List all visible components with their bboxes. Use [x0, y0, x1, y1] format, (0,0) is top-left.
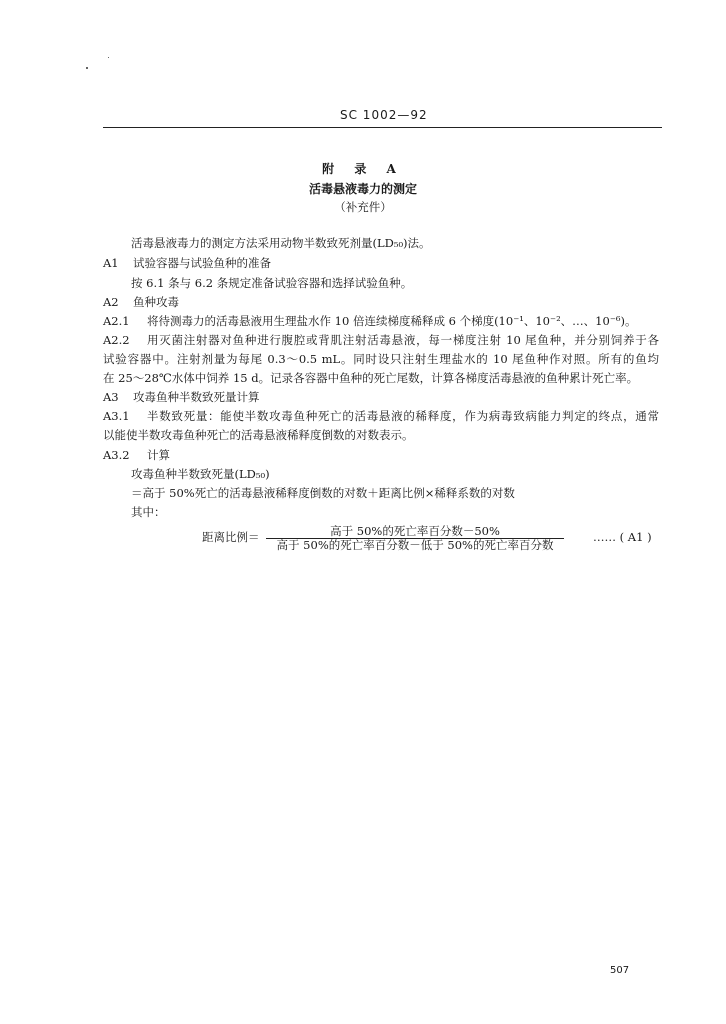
section-number-a21: A2.1: [103, 314, 130, 328]
section-a1-text: 按 6.1 条与 6.2 条规定准备试验容器和选择试验鱼种。: [131, 276, 413, 290]
intro-paragraph: 活毒悬液毒力的测定方法采用动物半数致死剂量(LD₅₀)法。: [131, 236, 431, 250]
formula-lhs: 距离比例＝: [202, 530, 260, 544]
section-a22-line: 在 25～28℃水体中饲养 15 d。记录各容器中鱼种的死亡尾数，计算各梯度活毒悬液的鱼种累计死亡率。: [103, 371, 639, 385]
section-a31-line: 以能使半数攻毒鱼种死亡的活毒悬液稀释度倒数的对数表示。: [103, 428, 414, 442]
formula-denominator: 高于 50%的死亡率百分数－低于 50%的死亡率百分数: [276, 538, 554, 552]
section-a21-text: 将待测毒力的活毒悬液用生理盐水作 10 倍连续梯度稀释成 6 个梯度(10⁻¹、10⁻²、…、10⁻⁶)。: [147, 314, 637, 328]
equation-label: …… ( A1 ): [593, 530, 652, 544]
page-number: 507: [610, 965, 630, 976]
section-number-a2: A2: [103, 295, 119, 309]
scan-speck: [108, 57, 109, 58]
section-number-a1: A1: [103, 256, 119, 270]
section-a22-line: 试验容器中。注射剂量为每尾 0.3～0.5 mL。同时设只注射生理盐水的 10 尾鱼种作对照。所有的鱼均: [103, 352, 659, 366]
section-number-a31: A3.1: [103, 409, 130, 423]
scan-speck: [86, 67, 88, 69]
header-rule: [103, 127, 662, 128]
section-number-a3: A3: [103, 390, 119, 404]
appendix-label: 附 录 A: [322, 162, 404, 176]
appendix-note: （补充件）: [334, 200, 392, 214]
section-number-a32: A3.2: [103, 448, 130, 462]
formula-numerator: 高于 50%的死亡率百分数－50%: [330, 524, 500, 538]
appendix-title: 活毒悬液毒力的测定: [308, 182, 417, 196]
standard-code: SC 1002—92: [340, 108, 428, 122]
section-a31-line: 半数致死量：能使半数攻毒鱼种死亡的活毒悬液的稀释度，作为病毒致病能力判定的终点，通常: [147, 409, 659, 423]
section-title-a3: 攻毒鱼种半数致死量计算: [133, 390, 260, 404]
calc-definition: 攻毒鱼种半数致死量(LD₅₀): [131, 467, 270, 481]
section-title-a2: 鱼种攻毒: [133, 295, 179, 309]
section-number-a22: A2.2: [103, 333, 130, 347]
section-a22-line: 用灭菌注射器对鱼种进行腹腔或背肌注射活毒悬液，每一梯度注射 10 尾鱼种，并分别饲养于各: [147, 333, 659, 347]
section-title-a1: 试验容器与试验鱼种的准备: [133, 256, 271, 270]
calc-formula-text: ＝高于 50%死亡的活毒悬液稀释度倒数的对数＋距离比例×稀释系数的对数: [131, 486, 515, 500]
calc-where: 其中：: [131, 505, 166, 519]
section-title-a32: 计算: [147, 448, 170, 462]
